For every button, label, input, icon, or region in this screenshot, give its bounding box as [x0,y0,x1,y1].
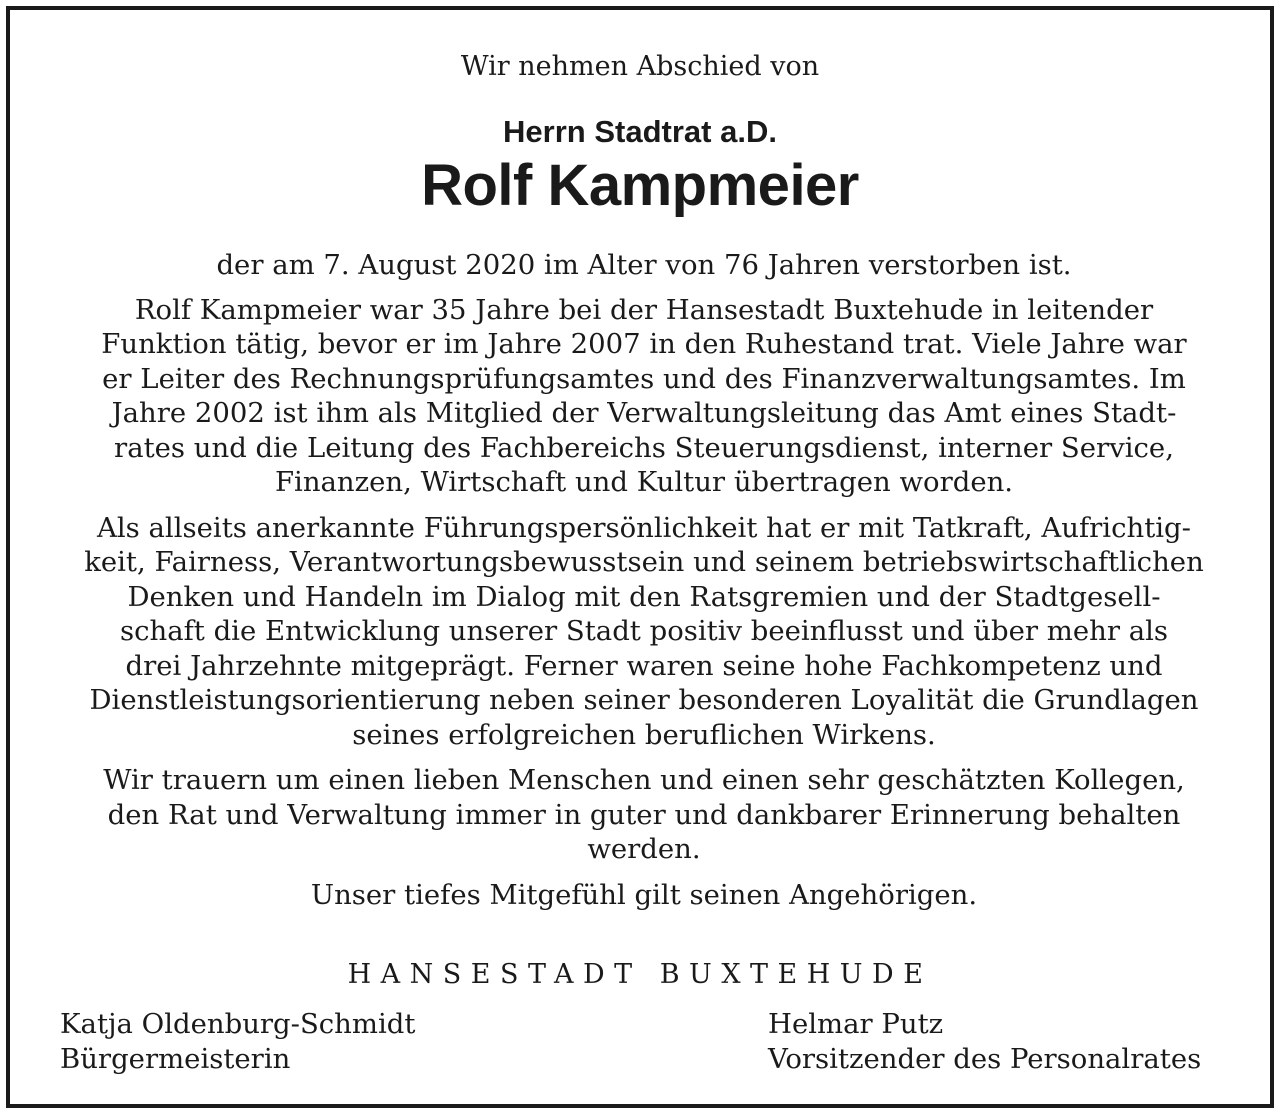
signatory-name: Helmar Putz [768,1008,944,1040]
signatory-name: Katja Oldenburg-Schmidt [60,1008,416,1040]
paragraph-line: Rolf Kampmeier war 35 Jahre bei der Hansestadt Buxtehude in leitender [134,293,1154,326]
paragraph-line: er Leiter des Rechnungsprüfungsamtes und des Finanzverwaltungsamtes. Im [102,362,1186,395]
signatory-left [60,1007,415,1076]
obituary-notice [6,6,1274,1108]
paragraph-line: Wir trauern um einen lieben Menschen und einen sehr geschätzten Kollegen, [103,764,1185,796]
paragraph-line: werden. [587,833,701,865]
signatory-right [768,1007,1201,1076]
career-paragraph [50,293,1238,500]
paragraph-line: Dienstleistungsorientierung neben seiner besonderen Loyalität die Grundlagen [89,684,1199,716]
death-line [50,248,1238,283]
condolence-line [50,878,1238,913]
intro-line: Wir nehmen Abschied von [460,51,820,82]
organization-name: HANSESTADT BUXTEHUDE [347,959,933,990]
paragraph-line: seines erfolgreichen beruflichen Wirkens. [352,718,936,751]
mourning-paragraph [50,763,1238,867]
paragraph-line: Jahre 2002 ist ihm als Mitglied der Verwaltungsleitung das Amt eines Stadt- [111,397,1177,429]
signatory-role: Vorsitzender des Personalrates [768,1042,1202,1075]
paragraph-line: Als allseits anerkannte Führungspersönlichkeit hat er mit Tatkraft, Aufrichtig- [97,511,1191,544]
paragraph-line: schaft die Entwicklung unserer Stadt positiv beeinflusst und über mehr als [119,615,1169,647]
condolence-text: Unser tiefes Mitgefühl gilt seinen Angehörigen. [310,878,978,911]
paragraph-line: drei Jahrzehnte mitgeprägt. Ferner waren seine hohe Fachkompetenz und [125,649,1163,682]
death-line-text: der am 7. August 2020 im Alter von 76 Jahren verstorben ist. [216,249,1072,281]
tribute-paragraph [50,511,1238,753]
deceased-name: Rolf Kampmeier [421,153,859,218]
notice-body [50,248,1238,912]
honorific-title: Herrn Stadtrat a.D. [503,114,777,149]
paragraph-line: Funktion tätig, bevor er im Jahre 2007 in den Ruhestand trat. Viele Jahre war [101,328,1187,360]
paragraph-line: Finanzen, Wirtschaft und Kultur übertragen worden. [274,466,1014,498]
paragraph-line: den Rat und Verwaltung immer in guter und dankbarer Erinnerung behalten [107,798,1181,831]
paragraph-line: Denken und Handeln im Dialog mit den Ratsgremien und der Stadtgesell- [127,580,1161,613]
paragraph-line: keit, Fairness, Verantwortungsbewusstsein und seinem betriebswirtschaftlichen [84,546,1204,578]
paragraph-line: rates und die Leitung des Fachbereichs Steuerungsdienst, interner Service, [114,431,1174,464]
signatory-role: Bürgermeisterin [60,1042,291,1075]
